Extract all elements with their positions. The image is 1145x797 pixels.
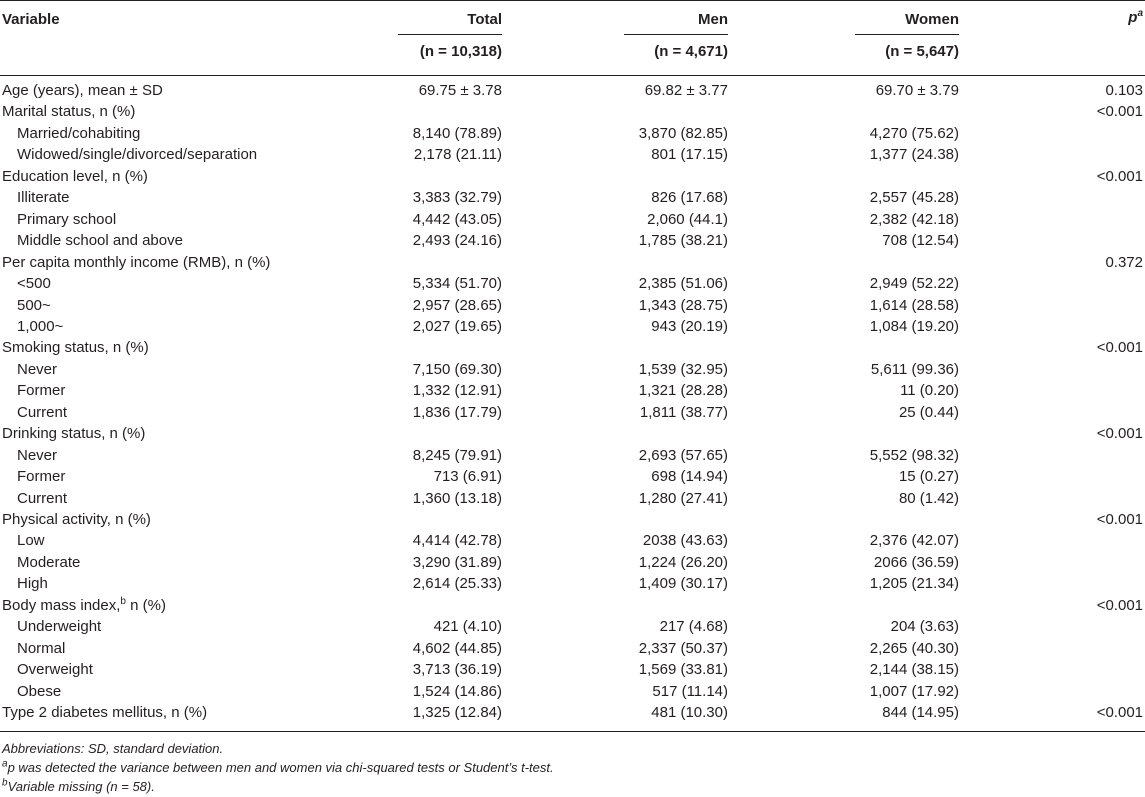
footnote-a: $^a$p was detected the variance between men and women via chi-squared tests or Student’s t-test. <box>2 758 554 775</box>
p-value-cell: <0.001 <box>1096 339 1143 357</box>
table-row <box>0 209 1145 230</box>
table-row <box>0 530 1145 551</box>
row-label: 1,000~ <box>17 317 64 335</box>
table-row <box>0 638 1145 659</box>
women-cell: 11 (0.20) <box>900 382 959 400</box>
table-row <box>0 659 1145 680</box>
men-cell: 1,539 (32.95) <box>638 360 728 378</box>
row-label: Moderate <box>17 553 81 571</box>
table-top-rule <box>0 0 1145 1</box>
women-cell: 2,144 (38.15) <box>869 661 959 679</box>
table-row <box>0 380 1145 401</box>
total-cell: 3,383 (32.79) <box>412 189 502 207</box>
header-total-n: (n = 10,318) <box>419 43 502 60</box>
table-row <box>0 295 1145 316</box>
women-cell: 1,205 (21.34) <box>869 575 959 593</box>
table-row <box>0 252 1145 273</box>
p-value-cell: 0.103 <box>1105 82 1143 99</box>
men-cell: 2,060 (44.1) <box>647 210 728 228</box>
men-cell: 1,811 (38.77) <box>639 403 728 421</box>
header-total: Total <box>467 11 502 28</box>
women-cell: 844 (14.95) <box>882 704 959 722</box>
women-cell: 80 (1.42) <box>898 489 959 507</box>
row-label: Body mass index,$^b$ n (%) <box>2 595 166 614</box>
women-cell: 1,614 (28.58) <box>869 296 959 314</box>
women-cell: 2,949 (52.22) <box>869 275 959 293</box>
row-label: Per capita monthly income (RMB), n (%) <box>2 253 271 271</box>
women-cell: 2,376 (42.07) <box>869 532 959 550</box>
total-cell: 69.75 ± 3.78 <box>418 82 502 99</box>
total-cell: 1,360 (13.18) <box>412 489 502 507</box>
men-cell: 2,385 (51.06) <box>638 275 728 293</box>
row-label: Physical activity, n (%) <box>2 511 151 528</box>
total-cell: 1,325 (12.84) <box>412 704 502 722</box>
table-row <box>0 466 1145 487</box>
women-cell: 2,265 (40.30) <box>869 639 959 657</box>
table-row <box>0 166 1145 187</box>
men-cell: 801 (17.15) <box>651 146 728 164</box>
women-cell: 5,552 (98.32) <box>869 446 959 464</box>
men-cell: 1,280 (27.41) <box>638 489 728 507</box>
row-label: Low <box>17 532 45 550</box>
total-cell: 3,290 (31.89) <box>412 553 502 571</box>
header-men-rule <box>624 34 728 35</box>
table-row <box>0 187 1145 208</box>
women-cell: 1,084 (19.20) <box>869 317 959 335</box>
total-cell: 7,150 (69.30) <box>412 360 502 378</box>
row-label: <500 <box>17 275 51 293</box>
table-row <box>0 402 1145 423</box>
footnote-abbreviations: Abbreviations: SD, standard deviation. <box>2 741 224 756</box>
men-cell: 1,343 (28.75) <box>638 296 728 314</box>
men-cell: 698 (14.94) <box>651 468 728 486</box>
row-label: Married/cohabiting <box>17 124 141 142</box>
women-cell: 204 (3.63) <box>890 618 959 636</box>
total-cell: 8,140 (78.89) <box>412 124 502 142</box>
men-cell: 2038 (43.63) <box>642 532 728 550</box>
footnote-b: $^b$Variable missing (n = 58). <box>2 777 155 794</box>
women-cell: 708 (12.54) <box>882 232 959 250</box>
row-label: 500~ <box>17 296 51 314</box>
row-label: Obese <box>17 682 62 700</box>
table-row <box>0 445 1145 466</box>
row-label: High <box>17 575 48 593</box>
row-label: Smoking status, n (%) <box>2 339 149 357</box>
men-cell: 826 (17.68) <box>651 189 728 207</box>
women-cell: 2066 (36.59) <box>873 553 959 571</box>
women-cell: 25 (0.44) <box>898 403 959 421</box>
table-row <box>0 552 1145 573</box>
header-women-n: (n = 5,647) <box>885 43 959 60</box>
women-cell: 1,377 (24.38) <box>869 146 959 164</box>
total-cell: 2,178 (21.11) <box>413 146 502 164</box>
women-cell: 2,557 (45.28) <box>869 189 959 207</box>
table-row <box>0 423 1145 444</box>
total-cell: 2,027 (19.65) <box>412 317 502 335</box>
row-label: Age (years), mean ± SD <box>2 82 163 99</box>
table-row <box>0 337 1145 358</box>
p-value-cell: <0.001 <box>1096 167 1143 185</box>
men-cell: 69.82 ± 3.77 <box>644 82 728 99</box>
women-cell: 2,382 (42.18) <box>869 210 959 228</box>
table-row <box>0 702 1145 723</box>
row-label: Widowed/single/divorced/separation <box>17 146 258 164</box>
total-cell: 2,957 (28.65) <box>412 296 502 314</box>
p-value-cell: <0.001 <box>1096 425 1143 443</box>
table-row <box>0 316 1145 337</box>
table-row <box>0 359 1145 380</box>
total-cell: 8,245 (79.91) <box>412 446 502 464</box>
header-women: Women <box>905 11 959 28</box>
p-value-cell: <0.001 <box>1096 596 1143 614</box>
row-label: Overweight <box>17 661 93 679</box>
total-cell: 3,713 (36.19) <box>412 661 502 679</box>
table-row <box>0 595 1145 616</box>
p-value-cell: <0.001 <box>1096 704 1143 722</box>
men-cell: 2,337 (50.37) <box>638 639 728 657</box>
p-value-cell: <0.001 <box>1096 511 1143 528</box>
row-label: Current <box>17 403 68 421</box>
row-label: Marital status, n (%) <box>2 103 136 121</box>
table-row <box>0 573 1145 594</box>
p-value-cell: 0.372 <box>1105 253 1143 271</box>
header-total-rule <box>398 34 502 35</box>
row-label: Current <box>17 489 68 507</box>
men-cell: 3,870 (82.85) <box>638 124 728 142</box>
total-cell: 421 (4.10) <box>433 618 502 636</box>
header-men: Men <box>698 11 728 28</box>
women-cell: 5,611 (99.36) <box>870 360 959 378</box>
row-label: Former <box>17 468 66 486</box>
row-label: Middle school and above <box>17 232 183 250</box>
table-row <box>0 144 1145 165</box>
table-row <box>0 488 1145 509</box>
table-row <box>0 123 1145 144</box>
row-label: Normal <box>17 639 66 657</box>
row-label: Drinking status, n (%) <box>2 425 146 443</box>
total-cell: 4,442 (43.05) <box>412 210 502 228</box>
header-bottom-rule <box>0 75 1145 76</box>
table-row <box>0 509 1145 530</box>
table-bottom-rule <box>0 731 1145 732</box>
men-cell: 1,321 (28.28) <box>638 382 728 400</box>
total-cell: 2,493 (24.16) <box>412 232 502 250</box>
women-cell: 69.70 ± 3.79 <box>875 82 959 99</box>
men-cell: 1,569 (33.81) <box>638 661 728 679</box>
table-row <box>0 230 1145 251</box>
table-row <box>0 101 1145 122</box>
table-row <box>0 681 1145 702</box>
header-women-rule <box>855 34 959 35</box>
women-cell: 15 (0.27) <box>898 468 959 486</box>
total-cell: 713 (6.91) <box>433 468 502 486</box>
row-label: Illiterate <box>17 189 70 207</box>
men-cell: 1,224 (26.20) <box>638 553 728 571</box>
men-cell: 1,785 (38.21) <box>638 232 728 250</box>
total-cell: 4,414 (42.78) <box>412 532 502 550</box>
total-cell: 4,602 (44.85) <box>412 639 502 657</box>
table-row <box>0 80 1145 101</box>
men-cell: 943 (20.19) <box>651 317 728 335</box>
women-cell: 4,270 (75.62) <box>869 124 959 142</box>
header-p-value: $p^a$ <box>1128 8 1143 26</box>
total-cell: 2,614 (25.33) <box>412 575 502 593</box>
p-value-cell: <0.001 <box>1096 103 1143 121</box>
men-cell: 2,693 (57.65) <box>638 446 728 464</box>
row-label: Former <box>17 382 66 400</box>
header-men-n: (n = 4,671) <box>654 43 728 60</box>
women-cell: 1,007 (17.92) <box>869 682 959 700</box>
row-label: Education level, n (%) <box>2 167 148 185</box>
table-row <box>0 273 1145 294</box>
total-cell: 1,524 (14.86) <box>412 682 502 700</box>
row-label: Never <box>17 446 58 464</box>
total-cell: 1,332 (12.91) <box>412 382 502 400</box>
total-cell: 1,836 (17.79) <box>412 403 502 421</box>
row-label: Type 2 diabetes mellitus, n (%) <box>2 704 208 722</box>
men-cell: 517 (11.14) <box>652 682 728 700</box>
men-cell: 1,409 (30.17) <box>638 575 728 593</box>
row-label: Primary school <box>17 210 117 228</box>
row-label: Never <box>17 360 58 378</box>
men-cell: 217 (4.68) <box>659 618 728 636</box>
row-label: Underweight <box>17 618 102 636</box>
table-row <box>0 616 1145 637</box>
men-cell: 481 (10.30) <box>651 704 728 722</box>
total-cell: 5,334 (51.70) <box>412 275 502 293</box>
header-variable: Variable <box>2 11 60 28</box>
